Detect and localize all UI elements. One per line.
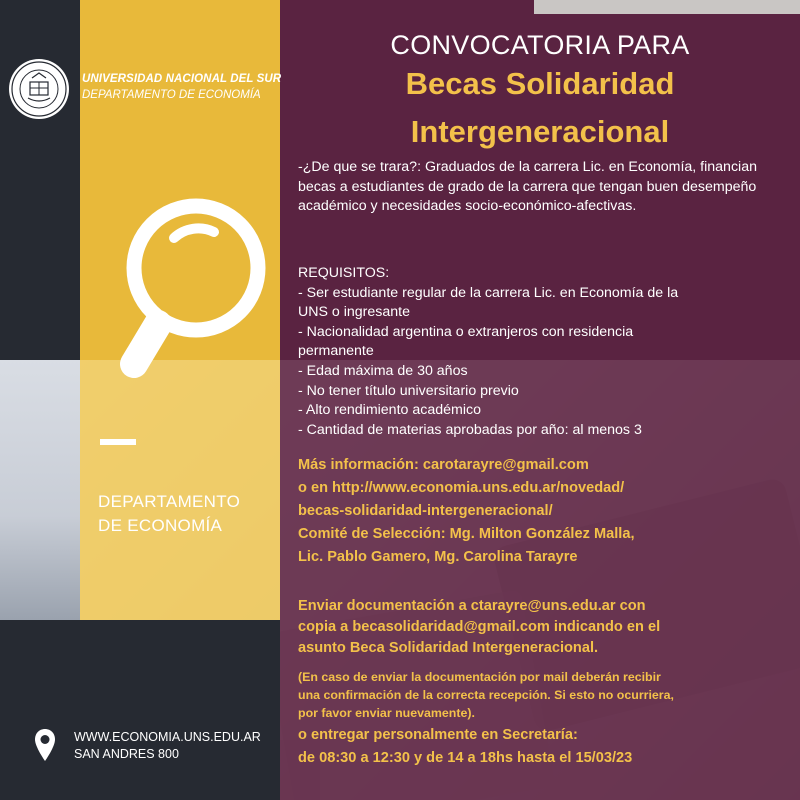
requirement-line: UNS o ingresante xyxy=(298,304,410,321)
send-docs-block xyxy=(298,596,798,659)
info-line[interactable]: o en http://www.economia.uns.edu.ar/novedad/ xyxy=(298,480,625,496)
note-line: por favor enviar nuevamente). xyxy=(298,706,475,720)
department-label-line2: DE ECONOMÍA xyxy=(98,516,223,535)
left-photo-strip xyxy=(0,360,80,620)
note-line: (En caso de enviar la documentación por mail deberán recibir xyxy=(298,670,661,684)
delivery-line: o entregar personalmente en Secretaría: xyxy=(298,727,578,743)
note-line: una confirmación de la correcta recepción. Si esto no ocurriera, xyxy=(298,688,674,702)
title-main: CONVOCATORIA PARA xyxy=(390,30,690,60)
requirement-line: - Cantidad de materias aprobadas por año: al menos 3 xyxy=(298,421,642,438)
info-line: Lic. Pablo Gamero, Mg. Carolina Tarayre xyxy=(298,549,578,565)
send-line[interactable]: copia a becasolidaridad@gmail.com indicando en el xyxy=(298,619,661,635)
requirement-line: - Edad máxima de 30 años xyxy=(298,362,468,379)
location-pin-icon xyxy=(34,728,56,762)
department-label-line1: DEPARTAMENTO xyxy=(98,492,241,511)
title-sub-line1: Becas Solidaridad xyxy=(405,66,675,101)
send-line[interactable]: Enviar documentación a ctarayre@uns.edu.ar con xyxy=(298,598,646,614)
footer-address: SAN ANDRES 800 xyxy=(74,747,179,761)
requirement-line: - Nacionalidad argentina o extranjeros con residencia xyxy=(298,323,634,340)
more-info-block xyxy=(298,454,798,569)
department-name: DEPARTAMENTO DE ECONOMÍA xyxy=(82,89,261,101)
requirements-heading: REQUISITOS: xyxy=(298,265,390,281)
top-gray-tab xyxy=(534,0,800,14)
delivery-block xyxy=(298,724,798,770)
bottom-dark-block xyxy=(0,620,280,800)
requirement-line: - Ser estudiante regular de la carrera Lic. en Economía de la xyxy=(298,284,679,301)
requirement-line: permanente xyxy=(298,343,374,360)
send-line: asunto Beca Solidaridad Intergeneracional. xyxy=(298,640,599,656)
footer-website[interactable]: WWW.ECONOMIA.UNS.EDU.AR xyxy=(74,730,261,744)
requirements-block xyxy=(298,264,794,440)
info-line[interactable]: becas-solidaridad-intergeneracional/ xyxy=(298,503,553,519)
info-line: Comité de Selección: Mg. Milton González Malla, xyxy=(298,526,635,542)
delivery-line: de 08:30 a 12:30 y de 14 a 18hs hasta el 15/03/23 xyxy=(298,750,633,766)
requirement-line: - Alto rendimiento académico xyxy=(298,402,481,419)
university-name: UNIVERSIDAD NACIONAL DEL SUR xyxy=(82,73,282,85)
requirement-line: - No tener título universitario previo xyxy=(298,382,519,399)
university-seal-icon xyxy=(8,58,70,120)
note-block xyxy=(298,668,798,722)
title-sub-line2: Intergeneracional xyxy=(410,114,670,149)
magnifier-icon xyxy=(96,196,286,446)
info-line[interactable]: Más información: carotarayre@gmail.com xyxy=(298,457,589,473)
intro-text: -¿De que se trara?: Graduados de la carrera Lic. en Economía, financian becas a estudiantes de grado de la carrera que tengan buen desempeño académico y necesidades socio-económico-afectivas. xyxy=(298,159,757,215)
department-label xyxy=(98,490,240,538)
